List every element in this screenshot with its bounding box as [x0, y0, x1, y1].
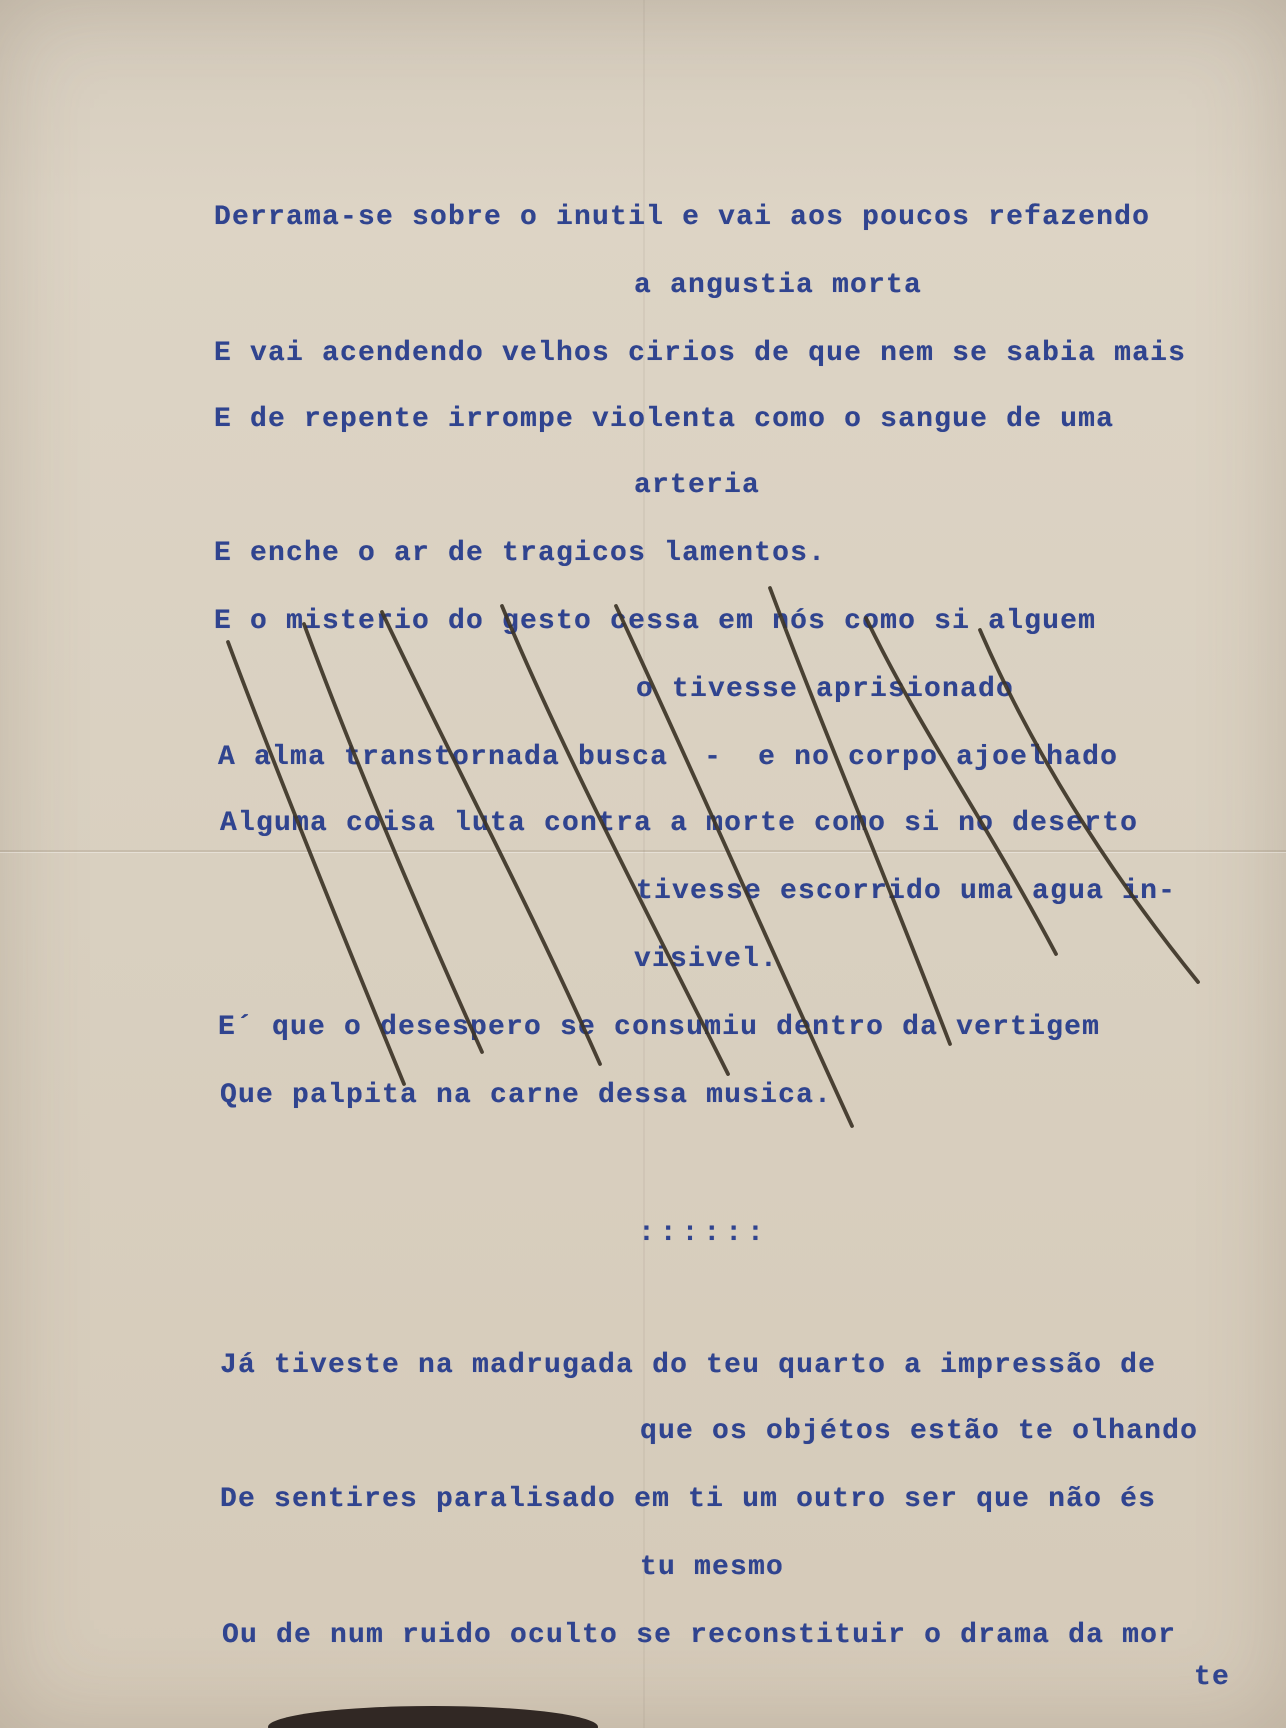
- text-line-1: Derrama-se sobre o inutil e vai aos poucos refazendo: [214, 202, 1151, 233]
- text-line-9: A alma transtornada busca - e no corpo ajoelhado: [218, 742, 1119, 773]
- text-line-19: tu mesmo: [640, 1552, 785, 1583]
- text-line-7: E o misterio do gesto cessa em nós como si alguem: [214, 606, 1097, 637]
- text-line-18: De sentires paralisado em ti um outro ser que não és: [220, 1484, 1157, 1515]
- vertical-fold: [643, 0, 645, 1728]
- text-line-8: o tivesse aprisionado: [636, 674, 1015, 705]
- text-line-10: Alguma coisa luta contra a morte como si no deserto: [220, 808, 1139, 839]
- text-line-4: E de repente irrompe violenta como o sangue de uma: [214, 404, 1115, 435]
- section-separator: ::::::: [638, 1218, 769, 1249]
- text-line-20: Ou de num ruido oculto se reconstituir o drama da mor: [222, 1620, 1177, 1651]
- text-line-12: visivel.: [634, 944, 779, 975]
- text-line-14: Que palpita na carne dessa musica.: [220, 1080, 833, 1111]
- bottom-dark-object: [268, 1706, 598, 1728]
- text-line-5: arteria: [634, 470, 761, 501]
- text-line-6: E enche o ar de tragicos lamentos.: [214, 538, 827, 569]
- text-line-2: a angustia morta: [634, 270, 923, 301]
- text-line-17: que os objétos estão te olhando: [640, 1416, 1199, 1447]
- text-line-11: tivesse escorrido uma agua in-: [636, 876, 1177, 907]
- text-line-16: Já tiveste na madrugada do teu quarto a impressão de: [220, 1350, 1157, 1381]
- text-line-21: te: [1194, 1662, 1231, 1693]
- text-line-3: E vai acendendo velhos cirios de que nem se sabia mais: [214, 338, 1187, 369]
- text-line-13: E´ que o desespero se consumiu dentro da vertigem: [218, 1012, 1101, 1043]
